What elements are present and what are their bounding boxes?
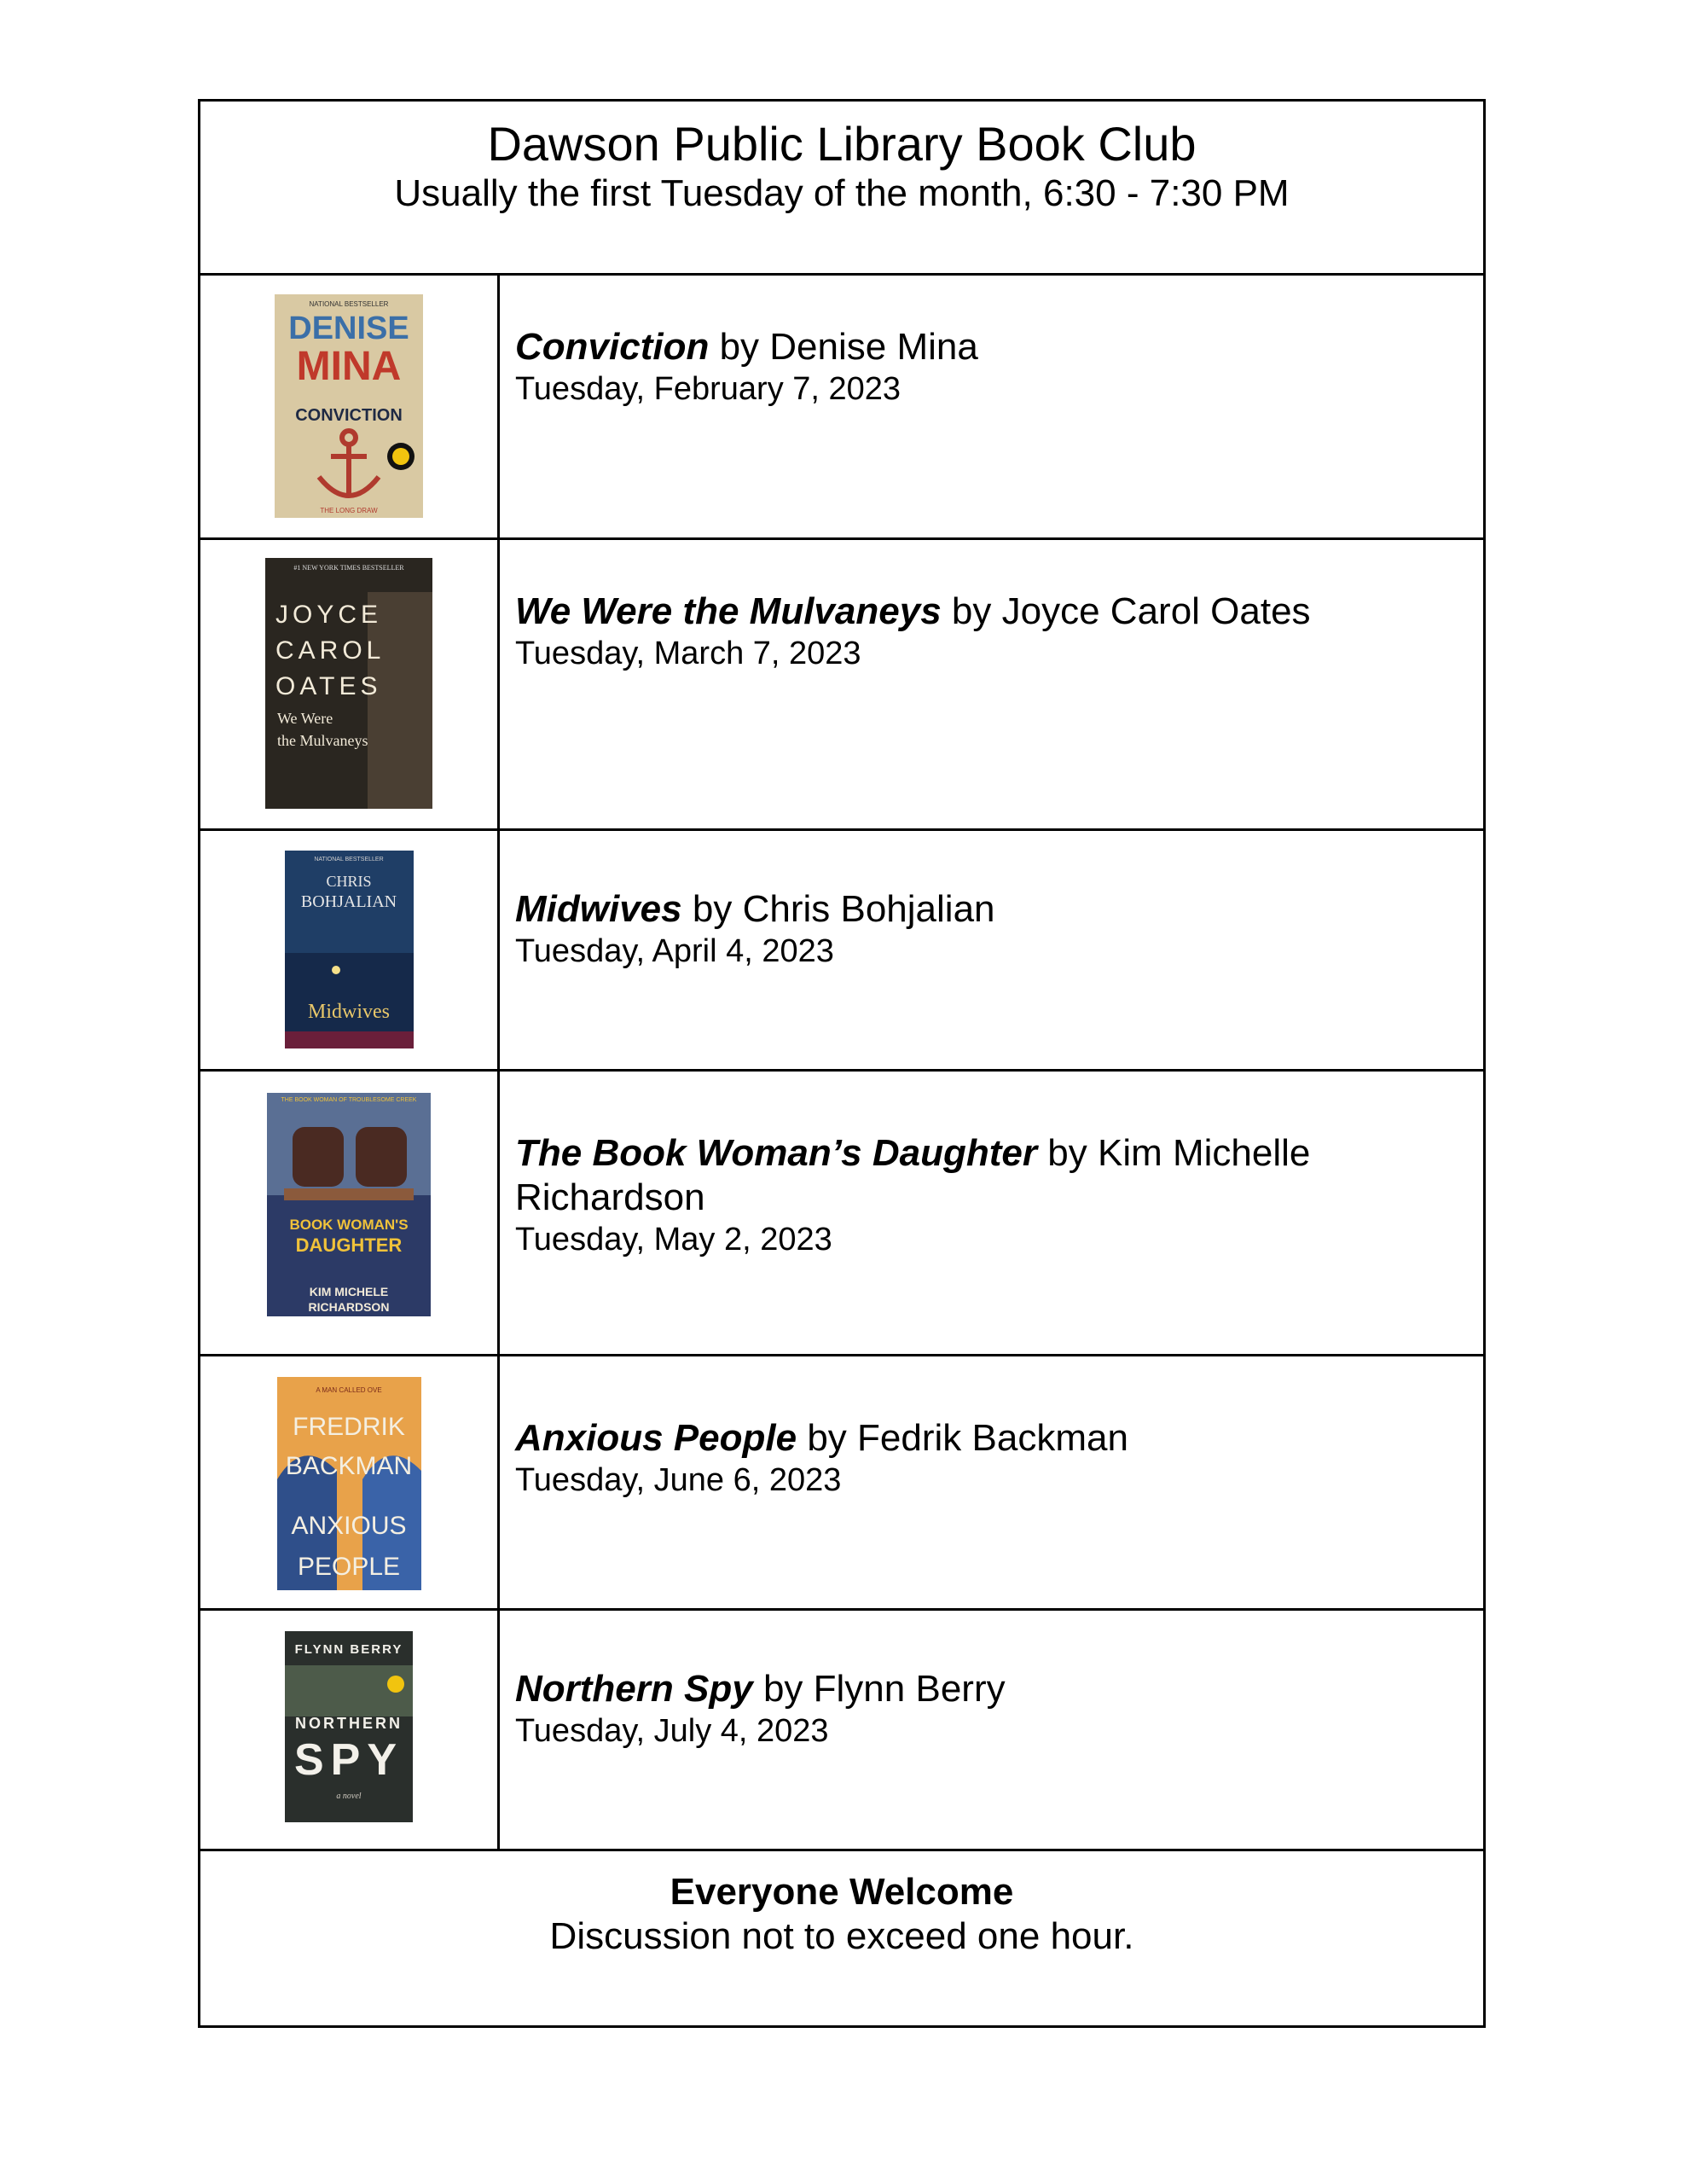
book-row xyxy=(200,1356,1483,1611)
book-info xyxy=(500,1356,1483,1608)
book-title: We Were the Mulvaneys xyxy=(515,590,942,632)
cover-text: CAROL xyxy=(275,636,386,665)
by-word: by xyxy=(719,326,760,368)
cover-text: A MAN CALLED OVE xyxy=(315,1386,382,1394)
book-cover-cell xyxy=(200,276,500,537)
book-row xyxy=(200,831,1483,1072)
book-title: Anxious People xyxy=(515,1417,797,1459)
book-author: Chris Bohjalian xyxy=(742,888,995,930)
welcome-text: Everyone Welcome xyxy=(670,1871,1014,1913)
cover-text: BACKMAN xyxy=(285,1452,412,1480)
book-date: Tuesday, March 7, 2023 xyxy=(515,636,861,671)
window-light-icon xyxy=(332,966,340,974)
cover-text: Midwives xyxy=(307,1001,390,1023)
by-word: by xyxy=(692,888,733,930)
book-title: The Book Woman’s Daughter xyxy=(515,1132,1038,1174)
discussion-note: Discussion not to exceed one hour. xyxy=(549,1915,1134,1957)
flyer-subtitle: Usually the first Tuesday of the month, 6:30 - 7:30 PM xyxy=(394,172,1290,214)
cover-text: We Were xyxy=(277,710,333,727)
flyer-header xyxy=(200,102,1483,276)
badge-icon xyxy=(387,1676,404,1693)
cover-text: DAUGHTER xyxy=(295,1234,403,1256)
book-title-line xyxy=(515,590,1458,634)
book-date: Tuesday, June 6, 2023 xyxy=(515,1462,842,1498)
book-cover-we-were-the-mulvaneys xyxy=(265,558,432,809)
by-word: by xyxy=(1047,1132,1087,1174)
cover-text: RICHARDSON xyxy=(308,1300,390,1314)
book-title-line xyxy=(515,1131,1458,1220)
book-title: Northern Spy xyxy=(515,1668,753,1710)
cover-text: CHRIS xyxy=(325,873,372,890)
cover-text: a novel xyxy=(336,1792,362,1801)
cover-text: the Mulvaneys xyxy=(277,732,368,749)
flyer-footer xyxy=(200,1851,1483,2025)
book-date: Tuesday, April 4, 2023 xyxy=(515,933,834,969)
cover-text: THE LONG DRAW xyxy=(320,507,378,514)
cover-text: OATES xyxy=(275,672,382,700)
book-row xyxy=(200,1611,1483,1851)
book-title-line xyxy=(515,1416,1458,1461)
book-title-line xyxy=(515,1667,1458,1711)
book-info xyxy=(500,540,1483,828)
cover-text: #1 NEW YORK TIMES BESTSELLER xyxy=(293,564,404,572)
cover-text: THE BOOK WOMAN OF TROUBLESOME CREEK xyxy=(281,1097,417,1103)
cover-text: NATIONAL BESTSELLER xyxy=(313,857,384,863)
book-date: Tuesday, May 2, 2023 xyxy=(515,1222,832,1258)
book-author: Joyce Carol Oates xyxy=(1001,590,1311,632)
book-title-line xyxy=(515,325,1458,369)
book-author: Fedrik Backman xyxy=(857,1417,1128,1459)
book-title-line xyxy=(515,887,1458,932)
cover-text: MINA xyxy=(296,344,402,389)
cover-text: DENISE xyxy=(288,311,409,346)
cover-text: KIM MICHELE xyxy=(309,1285,389,1298)
book-cover-northern-spy xyxy=(285,1631,413,1822)
book-cover-cell xyxy=(200,540,500,828)
by-word: by xyxy=(762,1668,803,1710)
book-author: Flynn Berry xyxy=(813,1668,1006,1710)
book-row xyxy=(200,1072,1483,1356)
book-cover-anxious-people xyxy=(277,1377,421,1590)
book-cover-midwives xyxy=(285,851,414,1048)
book-info xyxy=(500,1611,1483,1849)
by-word: by xyxy=(807,1417,847,1459)
book-info xyxy=(500,276,1483,537)
cover-text: FLYNN BERRY xyxy=(294,1642,403,1657)
cover-text: PEOPLE xyxy=(297,1553,400,1581)
book-cover-cell xyxy=(200,1072,500,1354)
book-cover-cell xyxy=(200,1611,500,1849)
book-row xyxy=(200,540,1483,831)
book-cover-conviction xyxy=(275,294,423,518)
book-info xyxy=(500,1072,1483,1354)
book-cover-the-book-womans-daughter xyxy=(267,1093,431,1316)
cover-text: CONVICTION xyxy=(295,406,403,425)
book-author: Denise Mina xyxy=(769,326,978,368)
book-club-flyer xyxy=(198,99,1486,2028)
boot-icon xyxy=(293,1127,344,1187)
cover-text: BOOK WOMAN'S xyxy=(289,1217,409,1233)
book-title: Conviction xyxy=(515,326,710,368)
flyer-title: Dawson Public Library Book Club xyxy=(487,117,1197,171)
book-cover-cell xyxy=(200,1356,500,1608)
book-info xyxy=(500,831,1483,1069)
book-author: Kim Michelle Richardson xyxy=(515,1132,1311,1218)
book-title: Midwives xyxy=(515,888,682,930)
book-row xyxy=(200,276,1483,540)
cover-text: FREDRIK xyxy=(292,1413,405,1441)
cover-text: SPY xyxy=(293,1735,404,1785)
cover-text: NATIONAL BESTSELLER xyxy=(309,300,389,308)
book-cover-cell xyxy=(200,831,500,1069)
book-date: Tuesday, February 7, 2023 xyxy=(515,371,901,407)
cover-text: BOHJALIAN xyxy=(300,892,397,911)
cover-text: NORTHERN xyxy=(295,1715,403,1732)
boot-icon xyxy=(356,1127,407,1187)
cover-text: JOYCE xyxy=(275,601,383,629)
cover-text: ANXIOUS xyxy=(290,1512,407,1540)
by-word: by xyxy=(951,590,992,632)
book-date: Tuesday, July 4, 2023 xyxy=(515,1713,829,1749)
